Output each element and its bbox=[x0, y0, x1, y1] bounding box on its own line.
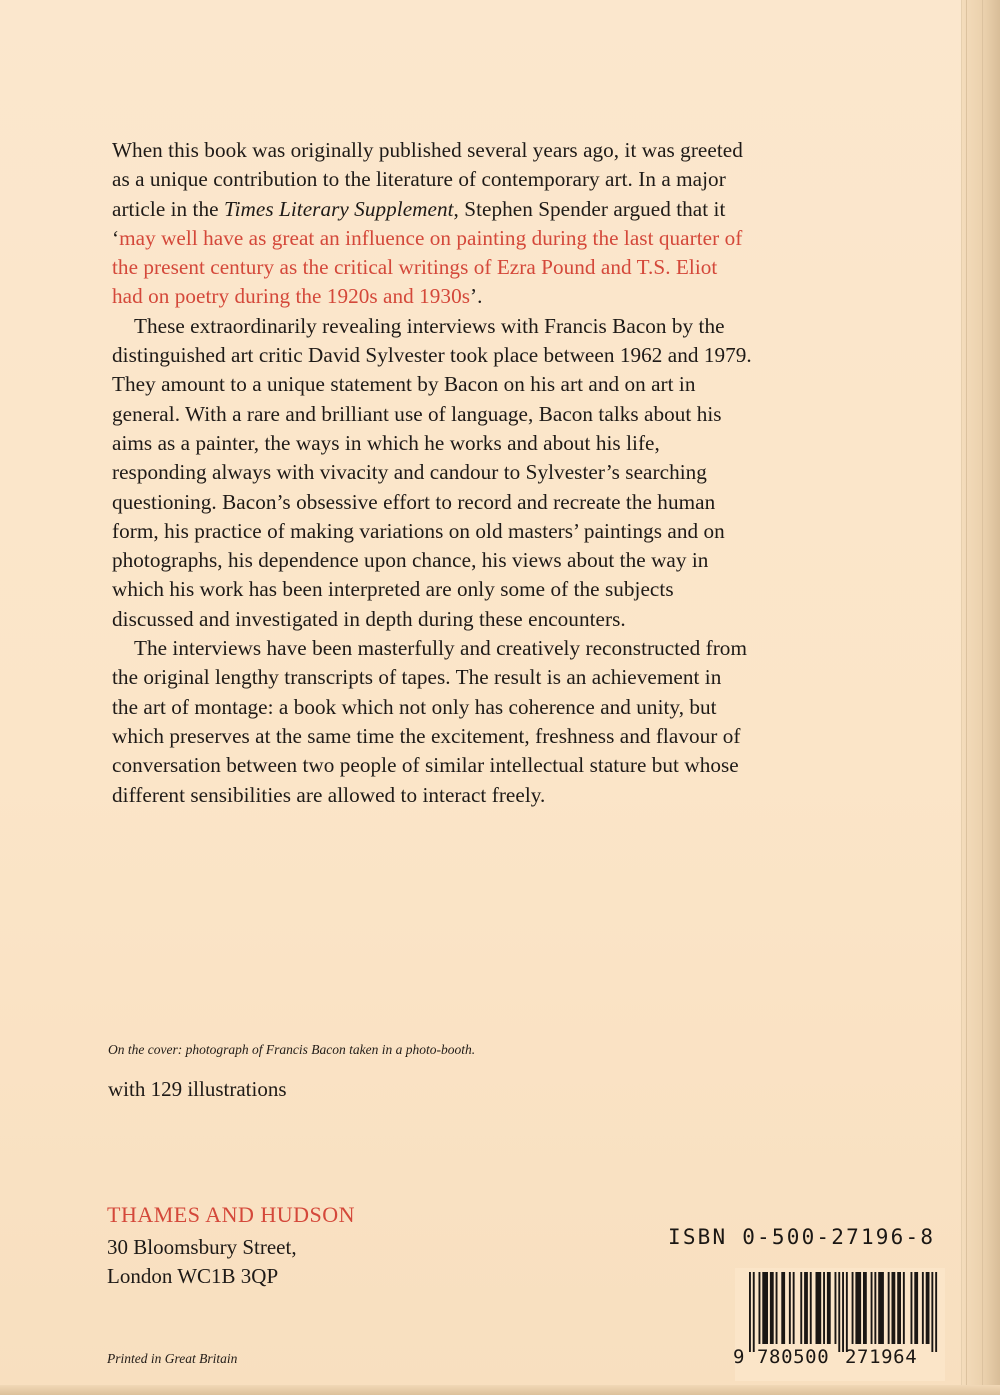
page-edge-line bbox=[982, 0, 983, 1395]
barcode-bar bbox=[759, 1272, 761, 1344]
illustrations-count: with 129 illustrations bbox=[108, 1077, 287, 1101]
blurb-publication-title: Times Literary Supplement bbox=[223, 196, 454, 221]
barcode-bar bbox=[816, 1272, 822, 1344]
barcode-bar bbox=[878, 1272, 884, 1344]
page-edge-line bbox=[966, 0, 967, 1395]
barcode-bar bbox=[852, 1272, 854, 1344]
barcode-bar bbox=[863, 1272, 867, 1344]
blurb-paragraph-1 bbox=[112, 136, 752, 312]
barcode-icon bbox=[749, 1272, 939, 1352]
barcode-lead-digit: 9 bbox=[733, 1346, 745, 1368]
barcode-bar bbox=[897, 1272, 901, 1344]
barcode-digits bbox=[735, 1346, 945, 1376]
barcode-bar bbox=[823, 1272, 825, 1344]
barcode-bar bbox=[926, 1272, 930, 1344]
barcode-bar bbox=[810, 1272, 812, 1344]
isbn-number: ISBN 0-500-27196-8 bbox=[668, 1225, 936, 1249]
blurb-p1-text-cont: , Stephen Spender argued that it ‘ bbox=[112, 196, 726, 250]
page-edge-bottom bbox=[0, 1385, 1000, 1395]
barcode-bar bbox=[804, 1272, 808, 1344]
blurb-p1-end: ’. bbox=[470, 284, 483, 309]
barcode-bar bbox=[838, 1272, 840, 1352]
barcode-group-2: 271964 bbox=[845, 1346, 918, 1368]
barcode-group-1: 780500 bbox=[757, 1346, 830, 1368]
barcode-bar bbox=[789, 1272, 791, 1344]
barcode-bar bbox=[914, 1272, 918, 1344]
barcode-bar bbox=[781, 1272, 785, 1344]
barcode-bar bbox=[842, 1272, 844, 1352]
barcode-bar bbox=[762, 1272, 768, 1344]
publisher-name: THAMES AND HUDSON bbox=[107, 1202, 356, 1227]
barcode-bar bbox=[835, 1272, 837, 1344]
barcode-bar bbox=[903, 1272, 905, 1344]
barcode-bar bbox=[888, 1272, 890, 1344]
barcode-bar bbox=[753, 1272, 755, 1352]
barcode-bar bbox=[874, 1272, 876, 1344]
barcode-block bbox=[735, 1268, 945, 1381]
barcode-bar bbox=[911, 1272, 913, 1344]
barcode-bar bbox=[855, 1272, 861, 1344]
barcode-bar bbox=[827, 1272, 831, 1344]
publisher-address-line1: 30 Bloomsbury Street, bbox=[107, 1235, 297, 1259]
barcode-bar bbox=[846, 1272, 848, 1352]
spender-quote: may well have as great an influence on painting during the last quarter of the present century as the critical writings of Ezra Pound and T.S. Eliot had on poetry during the 1920s and 1930s bbox=[112, 225, 743, 309]
barcode-bar bbox=[892, 1272, 896, 1344]
barcode-bar bbox=[749, 1272, 751, 1352]
barcode-bar bbox=[922, 1272, 924, 1344]
publisher-address-line2: London WC1B 3QP bbox=[107, 1264, 279, 1288]
barcode-bar bbox=[793, 1272, 795, 1344]
blurb-paragraph-2: These extraordinarily revealing interviews with Francis Bacon by the distinguished art critic David Sylvester took place between 1962 and 1979. They amount to a unique statement by Bacon on his art and on art in general. With a rare and brilliant use of language, Bacon talks about his aims as a painter, the ways in which he works and about his life, responding always with vivacity and candour to Sylvester’s searching questioning. Bacon’s obsessive effort to record and recreate the human form, his practice of making variations on old masters’ paintings and on photographs, his dependence upon chance, his views about the way in which his work has been interpreted are only some of the subjects discussed and investigated in depth during these encounters. bbox=[112, 313, 752, 631]
barcode-bar bbox=[800, 1272, 802, 1344]
barcode-bar bbox=[935, 1272, 937, 1352]
blurb-text bbox=[112, 136, 752, 810]
barcode-bar bbox=[770, 1272, 774, 1344]
cover-caption: On the cover: photograph of Francis Bacon taken in a photo-booth. bbox=[108, 1042, 476, 1057]
printed-in: Printed in Great Britain bbox=[107, 1351, 238, 1366]
blurb-p1-text: When this book was originally published several years ago, it was greeted as a unique contribution to the literature of contemporary art. In a major article in the bbox=[112, 138, 743, 221]
barcode-bar bbox=[871, 1272, 873, 1344]
barcode-bar bbox=[776, 1272, 778, 1344]
blurb-paragraph-3: The interviews have been masterfully and creatively reconstructed from the original lengthy transcripts of tapes. The result is an achievement in the art of montage: a book which not only has coherence and unity, but which preserves at the same time the excitement, freshness and flavour of conversation between two people of similar intellectual stature but whose different sensibilities are allowed to interact freely. bbox=[112, 636, 747, 807]
barcode-bar bbox=[931, 1272, 933, 1352]
